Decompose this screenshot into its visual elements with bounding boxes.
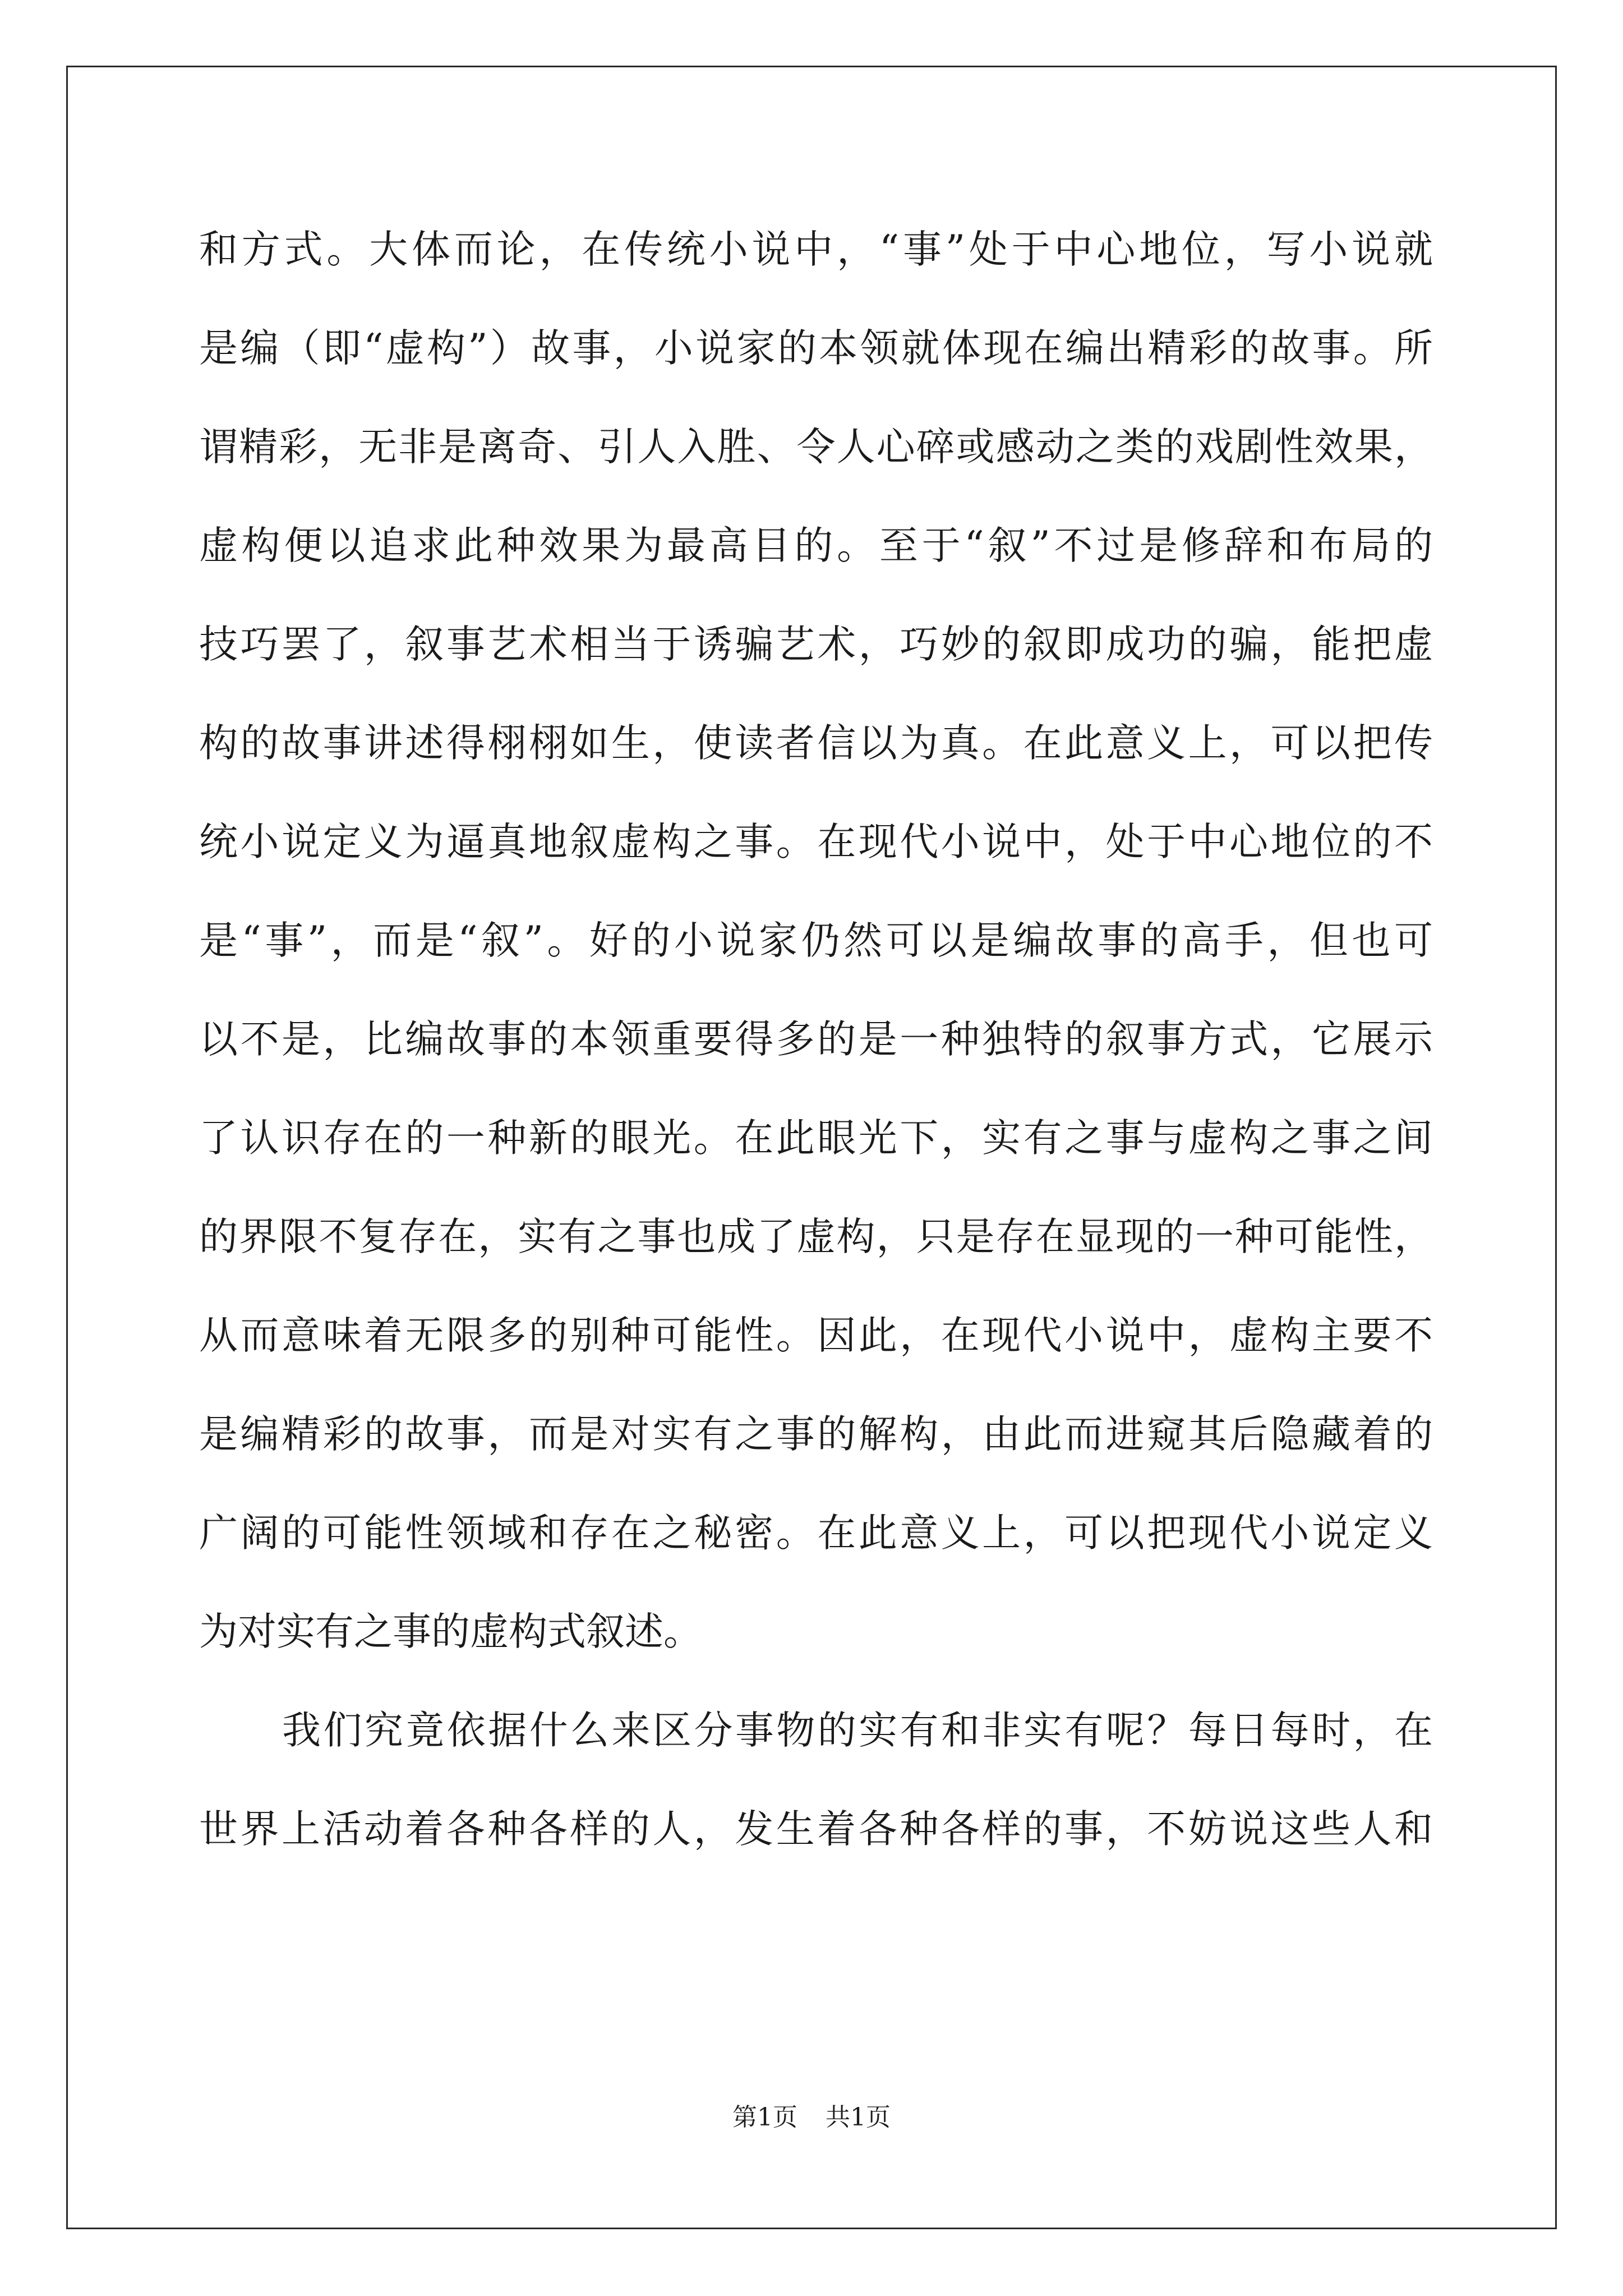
text-line: 构的故事讲述得栩栩如生，使读者信以为真。在此意义上，可以把传 <box>199 721 1433 766</box>
text-line: 了认识存在的一种新的眼光。在此眼光下，实有之事与虚构之事之间 <box>199 1116 1433 1161</box>
text-line: 和方式。大体而论，在传统小说中，“事”处于中心地位，写小说就 <box>199 227 1433 272</box>
text-line: 是编（即“虚构”）故事，小说家的本领就体现在编出精彩的故事。所 <box>199 326 1433 371</box>
text-line: 是编精彩的故事，而是对实有之事的解构，由此而进窥其后隐藏着的 <box>199 1412 1433 1457</box>
text-line: 谓精彩，无非是离奇、引人入胜、令人心碎或感动之类的戏剧性效果， <box>199 425 1433 470</box>
text-line: 统小说定义为逼真地叙虚构之事。在现代小说中，处于中心地位的不 <box>199 820 1433 864</box>
page-footer <box>0 2101 1623 2134</box>
text-line: 以不是，比编故事的本领重要得多的是一种独特的叙事方式，它展示 <box>199 1017 1433 1062</box>
document-body <box>199 216 1433 1894</box>
text-line: 是“事”，而是“叙”。好的小说家仍然可以是编故事的高手，但也可 <box>199 918 1433 963</box>
text-line: 广阔的可能性领域和存在之秘密。在此意义上，可以把现代小说定义 <box>199 1511 1433 1556</box>
page-number-total: 共1页 <box>826 2103 891 2132</box>
text-line: 的界限不复存在，实有之事也成了虚构，只是存在显现的一种可能性， <box>199 1214 1433 1259</box>
text-line: 虚构便以追求此种效果为最高目的。至于“叙”不过是修辞和布局的 <box>199 523 1433 568</box>
page-number-current: 第1页 <box>732 2103 797 2132</box>
text-line: 世界上活动着各种各样的人，发生着各种各样的事，不妨说这些人和 <box>199 1807 1433 1852</box>
text-line: 技巧罢了，叙事艺术相当于诱骗艺术，巧妙的叙即成功的骗，能把虚 <box>199 622 1433 667</box>
text-line: 为对实有之事的虚构式叙述。 <box>199 1609 702 1654</box>
text-line: 从而意味着无限多的别种可能性。因此，在现代小说中，虚构主要不 <box>199 1313 1433 1358</box>
text-line-indented: 我们究竟依据什么来区分事物的实有和非实有呢？每日每时，在 <box>282 1708 1433 1753</box>
